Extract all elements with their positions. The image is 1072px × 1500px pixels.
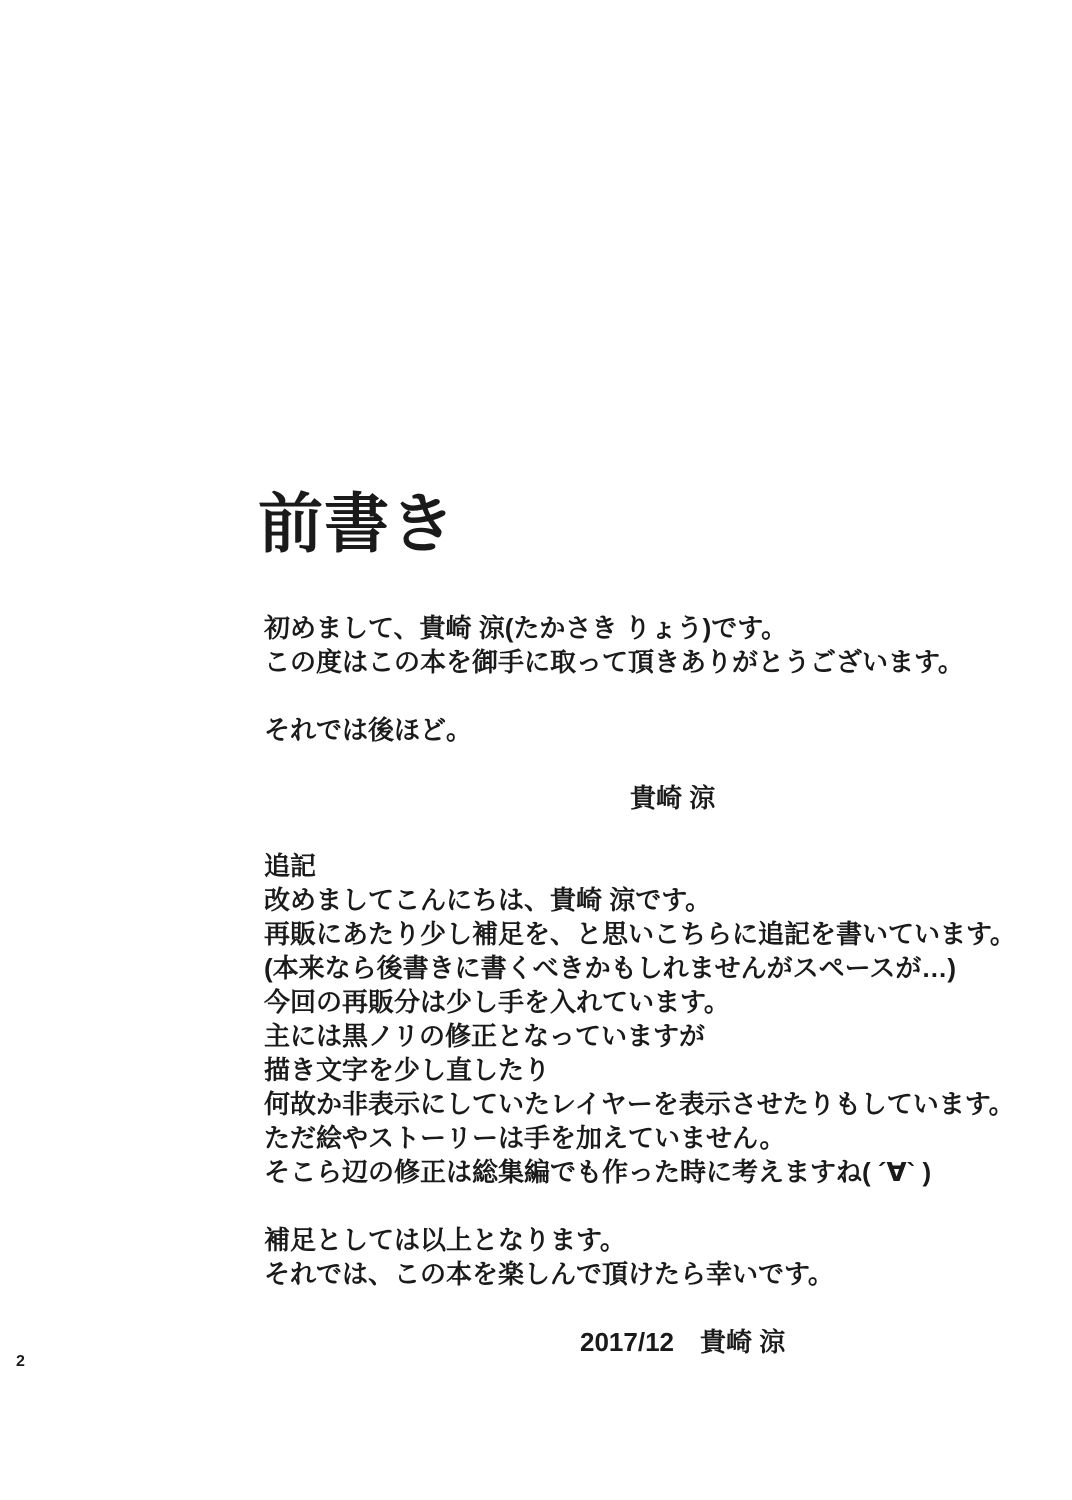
body-line-closing-1: 補足としては以上となります。 xyxy=(264,1225,626,1255)
page-title: 前書き xyxy=(258,487,457,560)
body-line-blank xyxy=(264,1189,1004,1223)
body-line-blank xyxy=(264,679,1004,713)
body-line-see-you-later: それでは後ほど。 xyxy=(264,715,473,745)
body-line-postscript-3: (本来なら後書きに書くべきかもしれませんがスペースが…) xyxy=(264,953,957,983)
author-signature: 貴崎 涼 xyxy=(630,783,716,813)
body-line-postscript-1: 改めましてこんにちは、貴崎 涼です。 xyxy=(264,885,712,915)
page-number: 2 xyxy=(16,1353,25,1370)
body-line-postscript-8: ただ絵やストーリーは手を加えていません。 xyxy=(264,1123,786,1153)
body-line-blank xyxy=(264,747,1004,781)
postscript-heading: 追記 xyxy=(264,851,317,881)
body-line-blank xyxy=(264,815,1004,849)
body-line-postscript-4: 今回の再販分は少し手を入れています。 xyxy=(264,987,730,1017)
body-line-closing-2: それでは、この本を楽しんで頂けたら幸いです。 xyxy=(264,1259,834,1289)
body-line-greeting-1: 初めまして、貴崎 涼(たかさき りょう)です。 xyxy=(264,613,788,643)
body-line-postscript-7: 何故か非表示にしていたレイヤーを表示させたりもしています。 xyxy=(264,1089,1015,1119)
body-line-blank xyxy=(264,1291,1004,1325)
date-signature: 2017/12 貴崎 涼 xyxy=(580,1327,786,1357)
body-line-greeting-2: この度はこの本を御手に取って頂きありがとうございます。 xyxy=(264,647,964,677)
foreword-body xyxy=(264,611,1016,1359)
body-line-postscript-2: 再販にあたり少し補足を、と思いこちらに追記を書いています。 xyxy=(264,919,1016,949)
body-line-postscript-6: 描き文字を少し直したり xyxy=(264,1055,551,1085)
body-line-postscript-5: 主には黒ノリの修正となっていますが xyxy=(264,1021,705,1051)
body-line-postscript-9: そこら辺の修正は総集編でも作った時に考えますね( ´∀` ) xyxy=(264,1157,932,1187)
